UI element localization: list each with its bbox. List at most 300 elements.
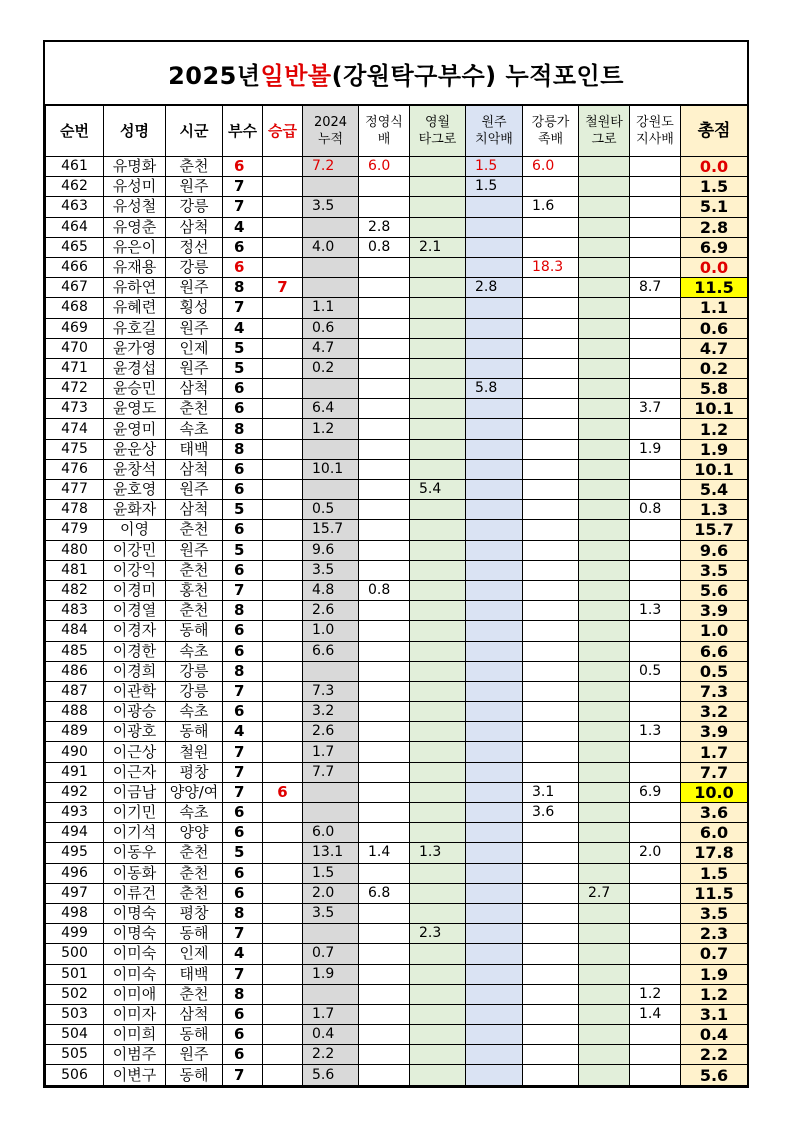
cup-4-cell [523, 823, 579, 843]
cup-5-cell [579, 278, 630, 298]
cup-3-cell [466, 500, 523, 520]
division-cell: 8 [223, 439, 263, 459]
cup-6-cell [630, 338, 681, 358]
total-cell: 2.3 [681, 924, 748, 944]
table-row [46, 278, 748, 298]
cup-2-cell [410, 964, 466, 984]
name-cell: 유성철 [104, 197, 166, 217]
total-cell: 0.6 [681, 318, 748, 338]
cup-2-cell [410, 782, 466, 802]
total-cell: 3.9 [681, 601, 748, 621]
division-cell: 6 [223, 641, 263, 661]
table-row [46, 883, 748, 903]
table-row [46, 641, 748, 661]
cup-2-cell [410, 601, 466, 621]
cup-5-cell [579, 984, 630, 1004]
cup-5-cell [579, 298, 630, 318]
cup-4-cell [523, 560, 579, 580]
cup-1-cell: 0.8 [359, 580, 410, 600]
cup-5-cell [579, 338, 630, 358]
division-cell: 8 [223, 419, 263, 439]
city-cell: 춘천 [166, 520, 223, 540]
header-cup-2: 영월 타그로 [410, 106, 466, 157]
cup-6-cell [630, 298, 681, 318]
seq-cell: 487 [46, 681, 104, 701]
name-cell: 이동화 [104, 863, 166, 883]
seq-cell: 504 [46, 1025, 104, 1045]
city-cell: 태백 [166, 439, 223, 459]
division-cell: 5 [223, 500, 263, 520]
cup-6-cell: 1.4 [630, 1004, 681, 1024]
prev-total-cell [303, 278, 359, 298]
total-cell: 1.2 [681, 419, 748, 439]
cup-6-cell [630, 924, 681, 944]
cup-5-cell [579, 560, 630, 580]
cup-4-cell [523, 964, 579, 984]
name-cell: 이명숙 [104, 903, 166, 923]
cup-4-cell [523, 217, 579, 237]
prev-total-cell: 0.6 [303, 318, 359, 338]
cup-5-cell [579, 257, 630, 277]
header-cup-6: 강원도 지사배 [630, 106, 681, 157]
total-cell: 9.6 [681, 540, 748, 560]
table-row [46, 318, 748, 338]
cup-1-cell [359, 924, 410, 944]
city-cell: 원주 [166, 540, 223, 560]
name-cell: 유명화 [104, 157, 166, 177]
prev-total-cell: 7.7 [303, 762, 359, 782]
name-cell: 윤영미 [104, 419, 166, 439]
total-cell: 7.7 [681, 762, 748, 782]
prev-total-cell: 1.1 [303, 298, 359, 318]
promotion-cell [263, 500, 303, 520]
cup-1-cell [359, 459, 410, 479]
table-row [46, 984, 748, 1004]
seq-cell: 464 [46, 217, 104, 237]
table-row [46, 742, 748, 762]
promotion-cell [263, 762, 303, 782]
seq-cell: 501 [46, 964, 104, 984]
name-cell: 이근상 [104, 742, 166, 762]
prev-total-cell: 3.5 [303, 560, 359, 580]
seq-cell: 495 [46, 843, 104, 863]
division-cell: 6 [223, 399, 263, 419]
total-cell: 6.6 [681, 641, 748, 661]
cup-4-cell [523, 621, 579, 641]
prev-total-cell: 2.6 [303, 722, 359, 742]
name-cell: 이기석 [104, 823, 166, 843]
cup-2-cell [410, 863, 466, 883]
cup-5-cell: 2.7 [579, 883, 630, 903]
city-cell: 원주 [166, 480, 223, 500]
cup-4-cell: 3.1 [523, 782, 579, 802]
prev-total-cell: 1.2 [303, 419, 359, 439]
promotion-cell [263, 237, 303, 257]
cup-4-cell: 18.3 [523, 257, 579, 277]
cup-2-cell [410, 379, 466, 399]
division-cell: 5 [223, 843, 263, 863]
cup-3-cell [466, 1004, 523, 1024]
cup-2-cell [410, 621, 466, 641]
total-cell: 0.2 [681, 358, 748, 378]
cup-6-cell [630, 823, 681, 843]
seq-cell: 502 [46, 984, 104, 1004]
promotion-cell: 7 [263, 278, 303, 298]
cup-2-cell [410, 419, 466, 439]
promotion-cell [263, 641, 303, 661]
total-cell: 5.1 [681, 197, 748, 217]
cup-1-cell [359, 702, 410, 722]
seq-cell: 481 [46, 560, 104, 580]
cup-6-cell [630, 681, 681, 701]
cup-1-cell: 6.8 [359, 883, 410, 903]
seq-cell: 471 [46, 358, 104, 378]
header-prev-total: 2024 누적 [303, 106, 359, 157]
cup-4-cell [523, 903, 579, 923]
cup-6-cell: 0.5 [630, 661, 681, 681]
cup-3-cell [466, 439, 523, 459]
cup-2-cell [410, 823, 466, 843]
cup-4-cell [523, 924, 579, 944]
promotion-cell [263, 1065, 303, 1085]
total-cell: 3.2 [681, 702, 748, 722]
seq-cell: 489 [46, 722, 104, 742]
cup-2-cell [410, 742, 466, 762]
division-cell: 6 [223, 157, 263, 177]
promotion-cell [263, 520, 303, 540]
cup-5-cell [579, 641, 630, 661]
name-cell: 이경미 [104, 580, 166, 600]
cup-5-cell [579, 157, 630, 177]
cup-3-cell [466, 722, 523, 742]
cup-5-cell [579, 500, 630, 520]
city-cell: 태백 [166, 964, 223, 984]
division-cell: 5 [223, 540, 263, 560]
cup-5-cell [579, 924, 630, 944]
cup-5-cell [579, 540, 630, 560]
cup-1-cell [359, 439, 410, 459]
cup-3-cell [466, 601, 523, 621]
seq-cell: 477 [46, 480, 104, 500]
name-cell: 이광호 [104, 722, 166, 742]
cup-6-cell [630, 157, 681, 177]
cup-1-cell [359, 803, 410, 823]
division-cell: 6 [223, 1004, 263, 1024]
city-cell: 삼척 [166, 459, 223, 479]
promotion-cell [263, 358, 303, 378]
total-cell: 5.4 [681, 480, 748, 500]
table-row [46, 1025, 748, 1045]
prev-total-cell: 0.2 [303, 358, 359, 378]
table-row [46, 379, 748, 399]
promotion-cell [263, 197, 303, 217]
cup-3-cell [466, 641, 523, 661]
seq-cell: 469 [46, 318, 104, 338]
table-row [46, 177, 748, 197]
name-cell: 윤호영 [104, 480, 166, 500]
name-cell: 유은이 [104, 237, 166, 257]
division-cell: 8 [223, 601, 263, 621]
seq-cell: 478 [46, 500, 104, 520]
cup-2-cell [410, 520, 466, 540]
seq-cell: 499 [46, 924, 104, 944]
division-cell: 4 [223, 722, 263, 742]
city-cell: 원주 [166, 358, 223, 378]
prev-total-cell: 1.7 [303, 742, 359, 762]
cup-4-cell [523, 459, 579, 479]
cup-2-cell [410, 1025, 466, 1045]
cup-2-cell [410, 500, 466, 520]
cup-4-cell [523, 379, 579, 399]
division-cell: 8 [223, 903, 263, 923]
division-cell: 6 [223, 459, 263, 479]
table-body [46, 157, 748, 1086]
cup-1-cell [359, 641, 410, 661]
cup-2-cell [410, 257, 466, 277]
table-row [46, 661, 748, 681]
cup-6-cell [630, 197, 681, 217]
cup-4-cell [523, 480, 579, 500]
prev-total-cell: 7.2 [303, 157, 359, 177]
name-cell: 윤운상 [104, 439, 166, 459]
total-cell: 3.5 [681, 560, 748, 580]
cup-5-cell [579, 177, 630, 197]
table-row [46, 540, 748, 560]
cup-4-cell [523, 520, 579, 540]
cup-4-cell [523, 580, 579, 600]
city-cell: 춘천 [166, 863, 223, 883]
division-cell: 6 [223, 257, 263, 277]
total-cell: 15.7 [681, 520, 748, 540]
name-cell: 윤가영 [104, 338, 166, 358]
prev-total-cell: 6.6 [303, 641, 359, 661]
cup-5-cell [579, 944, 630, 964]
cup-1-cell [359, 1045, 410, 1065]
cup-6-cell [630, 762, 681, 782]
cup-2-cell [410, 459, 466, 479]
promotion-cell [263, 803, 303, 823]
total-cell: 5.8 [681, 379, 748, 399]
division-cell: 6 [223, 560, 263, 580]
table-row [46, 803, 748, 823]
cup-5-cell [579, 964, 630, 984]
header-division: 부수 [223, 106, 263, 157]
name-cell: 이미애 [104, 984, 166, 1004]
promotion-cell [263, 661, 303, 681]
division-cell: 6 [223, 883, 263, 903]
cup-4-cell [523, 843, 579, 863]
name-cell: 유성미 [104, 177, 166, 197]
promotion-cell [263, 157, 303, 177]
promotion-cell [263, 1025, 303, 1045]
total-cell: 1.7 [681, 742, 748, 762]
promotion-cell [263, 702, 303, 722]
header-seq: 순번 [46, 106, 104, 157]
city-cell: 속초 [166, 641, 223, 661]
city-cell: 동해 [166, 1065, 223, 1085]
cup-3-cell [466, 1025, 523, 1045]
division-cell: 4 [223, 944, 263, 964]
cup-6-cell [630, 1065, 681, 1085]
cup-6-cell [630, 903, 681, 923]
cup-4-cell [523, 177, 579, 197]
name-cell: 윤화자 [104, 500, 166, 520]
city-cell: 정선 [166, 237, 223, 257]
cup-3-cell [466, 217, 523, 237]
cup-1-cell [359, 560, 410, 580]
prev-total-cell [303, 661, 359, 681]
prev-total-cell: 6.4 [303, 399, 359, 419]
cup-1-cell [359, 379, 410, 399]
seq-cell: 479 [46, 520, 104, 540]
prev-total-cell: 10.1 [303, 459, 359, 479]
cup-5-cell [579, 1045, 630, 1065]
cup-6-cell [630, 540, 681, 560]
division-cell: 6 [223, 1045, 263, 1065]
total-cell: 1.9 [681, 439, 748, 459]
promotion-cell [263, 459, 303, 479]
table-row [46, 944, 748, 964]
cup-6-cell: 2.0 [630, 843, 681, 863]
cup-5-cell [579, 1004, 630, 1024]
prev-total-cell [303, 782, 359, 802]
total-cell: 2.2 [681, 1045, 748, 1065]
cup-6-cell [630, 257, 681, 277]
seq-cell: 463 [46, 197, 104, 217]
cup-3-cell [466, 298, 523, 318]
header-cup-3: 원주 치악배 [466, 106, 523, 157]
cup-6-cell [630, 217, 681, 237]
cup-5-cell [579, 621, 630, 641]
city-cell: 춘천 [166, 984, 223, 1004]
cup-2-cell [410, 944, 466, 964]
prev-total-cell [303, 177, 359, 197]
total-cell: 6.0 [681, 823, 748, 843]
cup-5-cell [579, 439, 630, 459]
cup-3-cell [466, 358, 523, 378]
prev-total-cell: 9.6 [303, 540, 359, 560]
cup-1-cell [359, 358, 410, 378]
division-cell: 4 [223, 318, 263, 338]
cup-4-cell [523, 944, 579, 964]
cup-3-cell [466, 863, 523, 883]
cup-1-cell [359, 1025, 410, 1045]
cup-2-cell [410, 217, 466, 237]
division-cell: 5 [223, 358, 263, 378]
promotion-cell [263, 722, 303, 742]
cup-3-cell [466, 661, 523, 681]
cup-4-cell [523, 681, 579, 701]
name-cell: 윤영도 [104, 399, 166, 419]
total-cell: 5.6 [681, 580, 748, 600]
prev-total-cell: 5.6 [303, 1065, 359, 1085]
cup-2-cell [410, 157, 466, 177]
name-cell: 이명숙 [104, 924, 166, 944]
cup-1-cell: 1.4 [359, 843, 410, 863]
prev-total-cell [303, 257, 359, 277]
division-cell: 7 [223, 964, 263, 984]
name-cell: 이기민 [104, 803, 166, 823]
cup-6-cell [630, 1045, 681, 1065]
cup-2-cell [410, 439, 466, 459]
prev-total-cell [303, 439, 359, 459]
total-cell: 1.2 [681, 984, 748, 1004]
seq-cell: 498 [46, 903, 104, 923]
total-cell: 1.9 [681, 964, 748, 984]
cup-5-cell [579, 742, 630, 762]
cup-4-cell [523, 540, 579, 560]
cup-1-cell [359, 338, 410, 358]
city-cell: 춘천 [166, 157, 223, 177]
cup-4-cell [523, 278, 579, 298]
cup-1-cell [359, 621, 410, 641]
name-cell: 유영춘 [104, 217, 166, 237]
division-cell: 7 [223, 580, 263, 600]
cup-1-cell [359, 419, 410, 439]
promotion-cell [263, 843, 303, 863]
total-cell: 2.8 [681, 217, 748, 237]
table-row [46, 1004, 748, 1024]
cup-3-cell [466, 924, 523, 944]
cup-3-cell: 5.8 [466, 379, 523, 399]
cup-5-cell [579, 318, 630, 338]
city-cell: 삼척 [166, 1004, 223, 1024]
promotion-cell [263, 944, 303, 964]
name-cell: 이동우 [104, 843, 166, 863]
city-cell: 속초 [166, 702, 223, 722]
prev-total-cell: 7.3 [303, 681, 359, 701]
division-cell: 6 [223, 379, 263, 399]
seq-cell: 488 [46, 702, 104, 722]
total-cell: 1.0 [681, 621, 748, 641]
cup-3-cell [466, 540, 523, 560]
name-cell: 이경한 [104, 641, 166, 661]
cup-6-cell: 1.9 [630, 439, 681, 459]
city-cell: 춘천 [166, 399, 223, 419]
city-cell: 원주 [166, 177, 223, 197]
total-cell: 1.3 [681, 500, 748, 520]
cup-3-cell [466, 560, 523, 580]
total-cell: 10.0 [681, 782, 748, 802]
cup-1-cell [359, 681, 410, 701]
prev-total-cell: 3.5 [303, 197, 359, 217]
cup-2-cell [410, 318, 466, 338]
seq-cell: 506 [46, 1065, 104, 1085]
cup-6-cell [630, 459, 681, 479]
table-row [46, 823, 748, 843]
cup-3-cell [466, 318, 523, 338]
city-cell: 동해 [166, 1025, 223, 1045]
cup-1-cell [359, 278, 410, 298]
city-cell: 홍천 [166, 580, 223, 600]
promotion-cell [263, 681, 303, 701]
cup-1-cell: 2.8 [359, 217, 410, 237]
total-cell: 1.5 [681, 863, 748, 883]
seq-cell: 483 [46, 601, 104, 621]
cup-4-cell [523, 1065, 579, 1085]
points-table [45, 105, 748, 1086]
table-row [46, 257, 748, 277]
cup-4-cell [523, 984, 579, 1004]
cup-6-cell [630, 1025, 681, 1045]
cup-4-cell [523, 439, 579, 459]
cup-2-cell [410, 399, 466, 419]
cup-6-cell: 3.7 [630, 399, 681, 419]
promotion-cell [263, 903, 303, 923]
cup-6-cell [630, 177, 681, 197]
cup-3-cell [466, 459, 523, 479]
sheet-title [45, 42, 747, 105]
